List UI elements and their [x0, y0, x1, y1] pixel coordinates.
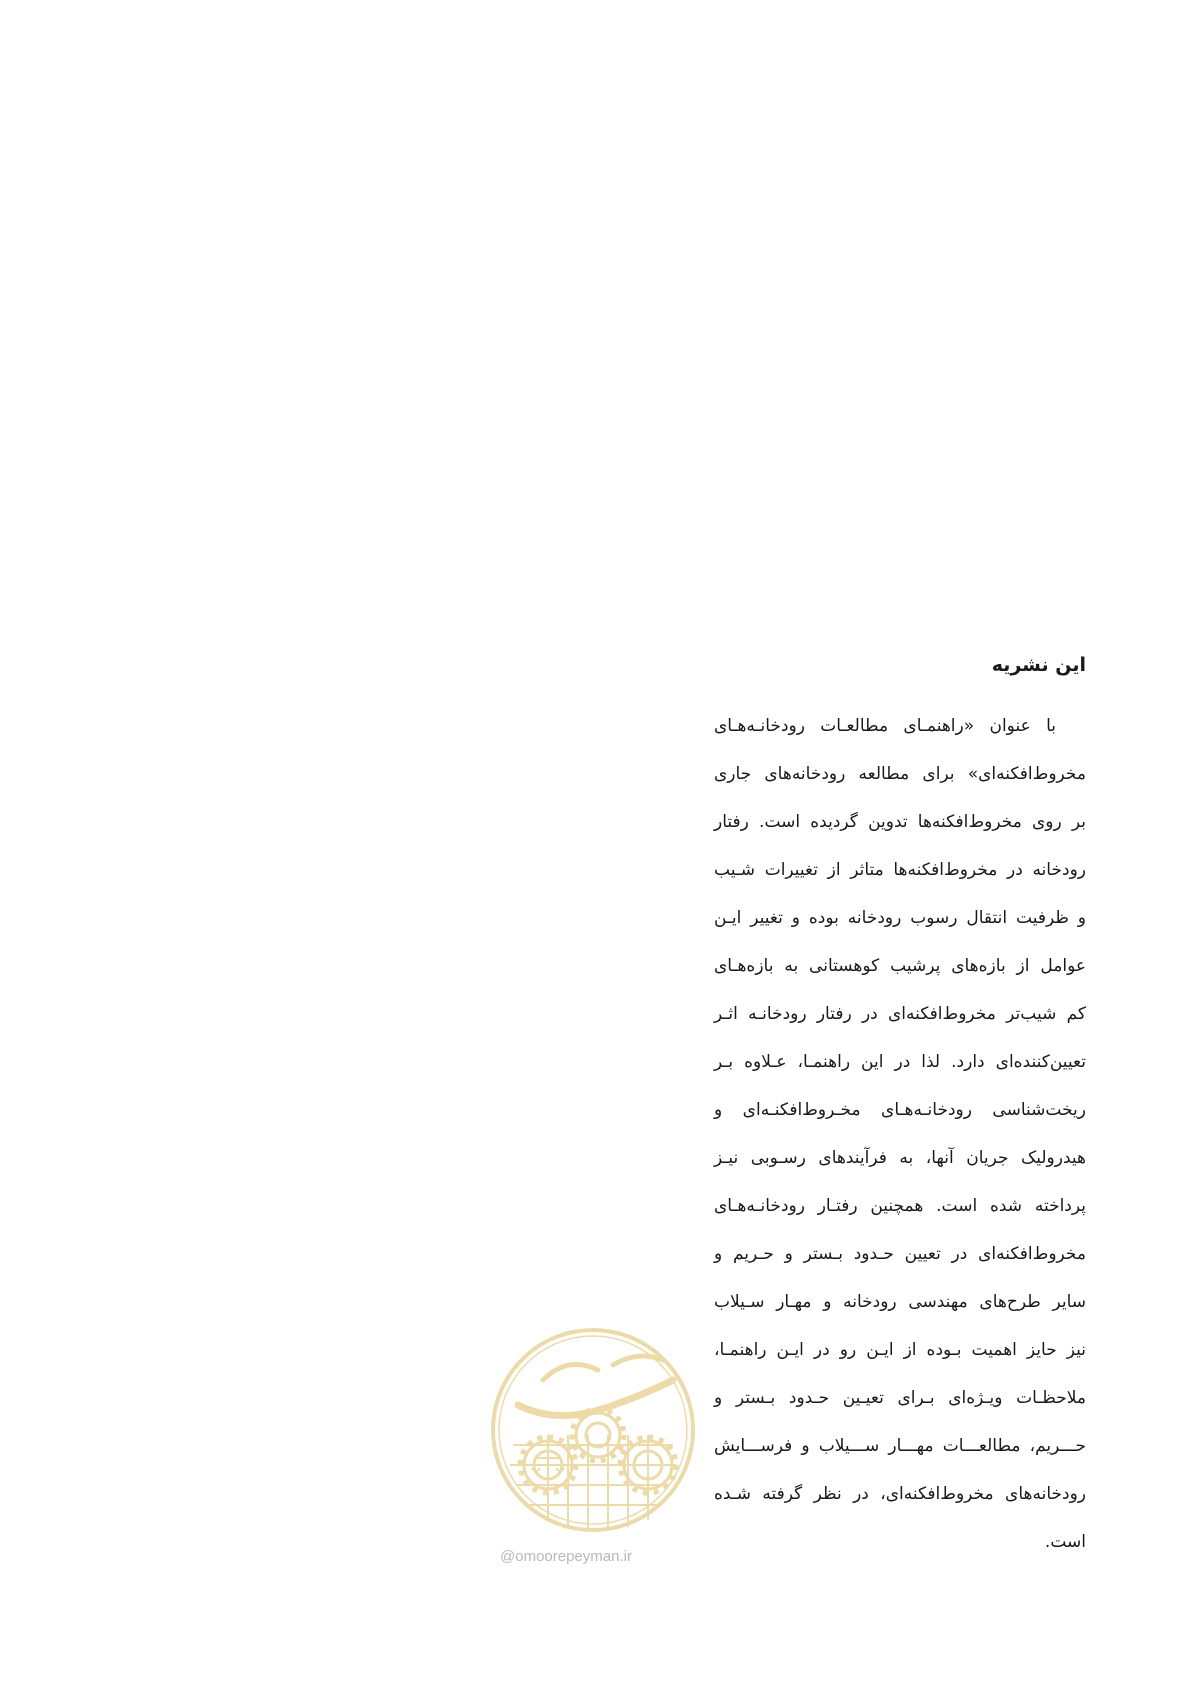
paragraph-line: رودخانه‌های مخروط‌افکنه‌ای، در نظر گرفته شـده [714, 1484, 1086, 1504]
paragraph-line: و ظرفیت انتقال رسوب رودخانه بوده و تغییر ایـن [714, 908, 1086, 928]
paragraph-line: هیدرولیک جریان آنها، به فرآیندهای رسـوبی نیـز [714, 1148, 1086, 1168]
paragraph-line: سایر طرح‌های مهندسی رودخانه و مهـار سـیلاب [714, 1292, 1086, 1312]
paragraph-line: مخروط‌افکنه‌ای در تعیین حـدود بـستر و حـریم و [714, 1244, 1086, 1264]
paragraph-line: مخروط‌افکنه‌ای» برای مطالعه رودخانه‌های جاری [714, 764, 1086, 784]
paragraph-line: با عنوان «راهنمـای مطالعـات رودخانـه‌هـای [714, 716, 1056, 736]
watermark-url: @omoorepeyman.ir [500, 1548, 632, 1565]
paragraph-line: پرداخته شده است. همچنین رفتـار رودخانـه‌هـای [714, 1196, 1086, 1216]
paragraph-line: کم شیب‌تر مخروط‌افکنه‌ای در رفتار رودخانـه اثـر [714, 1004, 1086, 1024]
paragraph-line: عوامل از بازه‌های پرشیب کوهستانی به بازه‌هـای [714, 956, 1086, 976]
paragraph-line: است. [1044, 1532, 1086, 1552]
section-heading: این نشریه [991, 654, 1086, 676]
paragraph-line: رودخانه در مخروط‌افکنه‌ها متاثر از تغییرات شـیب [714, 860, 1086, 880]
paragraph-line: نیز حایز اهمیت بـوده از ایـن رو در ایـن راهنمـا، [714, 1340, 1086, 1360]
paragraph-line: حـــریم، مطالعـــات مهـــار ســـیلاب و فرســـایش [714, 1436, 1086, 1456]
paragraph-line: بر روی مخروط‌افکنه‌ها تدوین گردیده است. رفتار [714, 812, 1086, 832]
paragraph-line: ملاحظـات ویـژه‌ای بـرای تعیـین حـدود بـستر و [714, 1388, 1086, 1408]
paragraph-line: ریخت‌شناسی رودخانـه‌هـای مخـروط‌افکنـه‌ای و [714, 1100, 1086, 1120]
intro-paragraph [714, 702, 1086, 1566]
watermark-seal-icon [493, 1330, 693, 1530]
paragraph-line: تعیین‌کننده‌ای دارد. لذا در این راهنمـا، عـلاوه بـر [714, 1052, 1086, 1072]
publication-intro [714, 650, 1086, 1566]
watermark-logo [488, 1325, 698, 1535]
